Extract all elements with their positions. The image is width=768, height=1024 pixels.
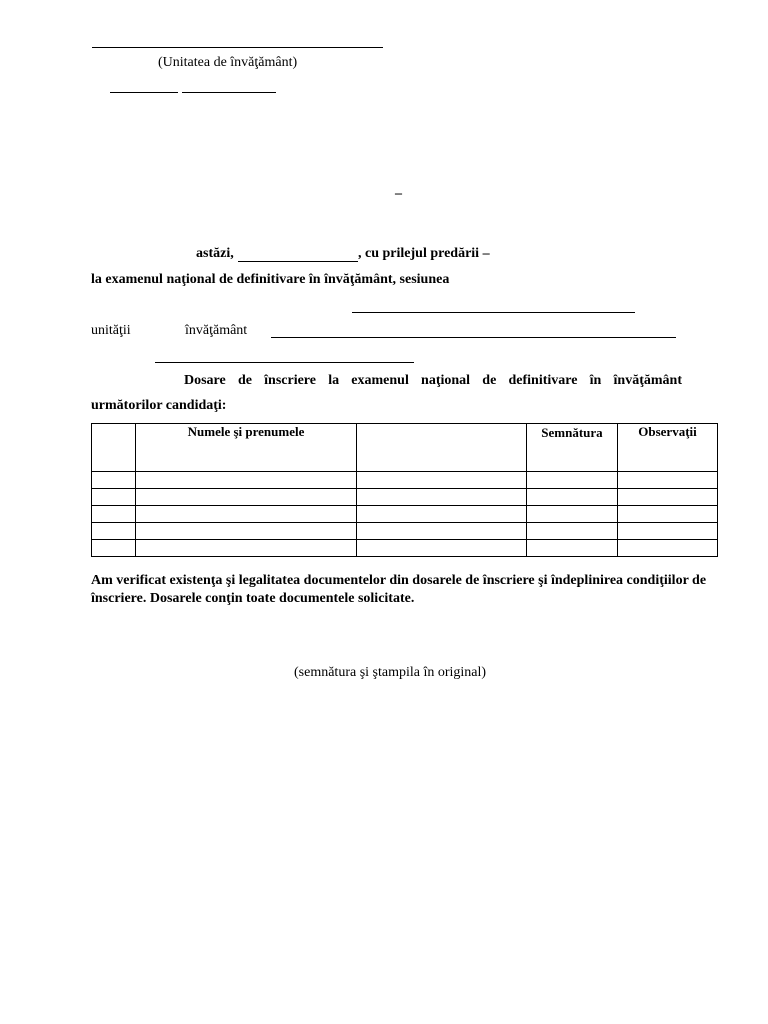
title-dash: – [395,186,402,201]
table-cell [136,540,357,557]
table-cell [357,506,527,523]
unit-caption: (Unitatea de învăţământ) [158,55,298,70]
col-header-observations: Observaţii [618,424,718,472]
table-cell [527,506,618,523]
date-blank-line [238,261,358,262]
session-blank-line [352,312,635,313]
table-cell [618,489,718,506]
col-header-signature: Semnătura [527,424,618,472]
table-cell [618,472,718,489]
exam-session-line: la examenul naţional de definitivare în învăţământ, sesiunea [91,272,450,287]
table-cell [527,472,618,489]
extra-blank-line [155,362,414,363]
candidati-line: următorilor candidaţi: [91,398,227,413]
table-cell [527,523,618,540]
unitatii-label: unităţii [91,323,131,338]
table-header-row [92,424,718,472]
predarii-label: , cu prilejul predării – [358,246,490,261]
reg-number-line [110,92,178,93]
table-cell [618,506,718,523]
unit-blank-line [271,337,676,338]
verification-statement: Am verificat existenţa şi legalitatea documentelor din dosarele de înscriere şi îndeplinirea condiţiilor de înscriere. Dosarele conţin toate documentele solicitate. [91,573,707,606]
table-row [92,540,718,557]
table-cell [136,523,357,540]
table-row [92,472,718,489]
candidates-table [91,423,718,557]
table-cell [618,523,718,540]
table-cell [357,523,527,540]
table-cell [136,506,357,523]
table-cell [92,489,136,506]
invatamant-label: învăţământ [185,323,248,338]
table-cell [357,540,527,557]
col-header-blank [357,424,527,472]
signature-stamp-caption: (semnătura şi ştampila în original) [294,665,487,680]
unit-name-line [92,47,383,48]
reg-date-line [182,92,276,93]
col-header-name: Numele şi prenumele [136,424,357,472]
table-cell [136,472,357,489]
table-cell [92,523,136,540]
table-cell [92,472,136,489]
dosare-paragraph-line: Dosare de înscriere la examenul naţional de definitivare în învăţământ [184,373,682,388]
table-cell [527,540,618,557]
table-cell [136,489,357,506]
table-cell [357,472,527,489]
table-cell [618,540,718,557]
table-cell [357,489,527,506]
table-row [92,523,718,540]
table-row [92,506,718,523]
astazi-label: astăzi, [196,246,234,261]
table-cell [92,540,136,557]
table-cell [527,489,618,506]
table-cell [92,506,136,523]
col-header-nr [92,424,136,472]
table-row [92,489,718,506]
